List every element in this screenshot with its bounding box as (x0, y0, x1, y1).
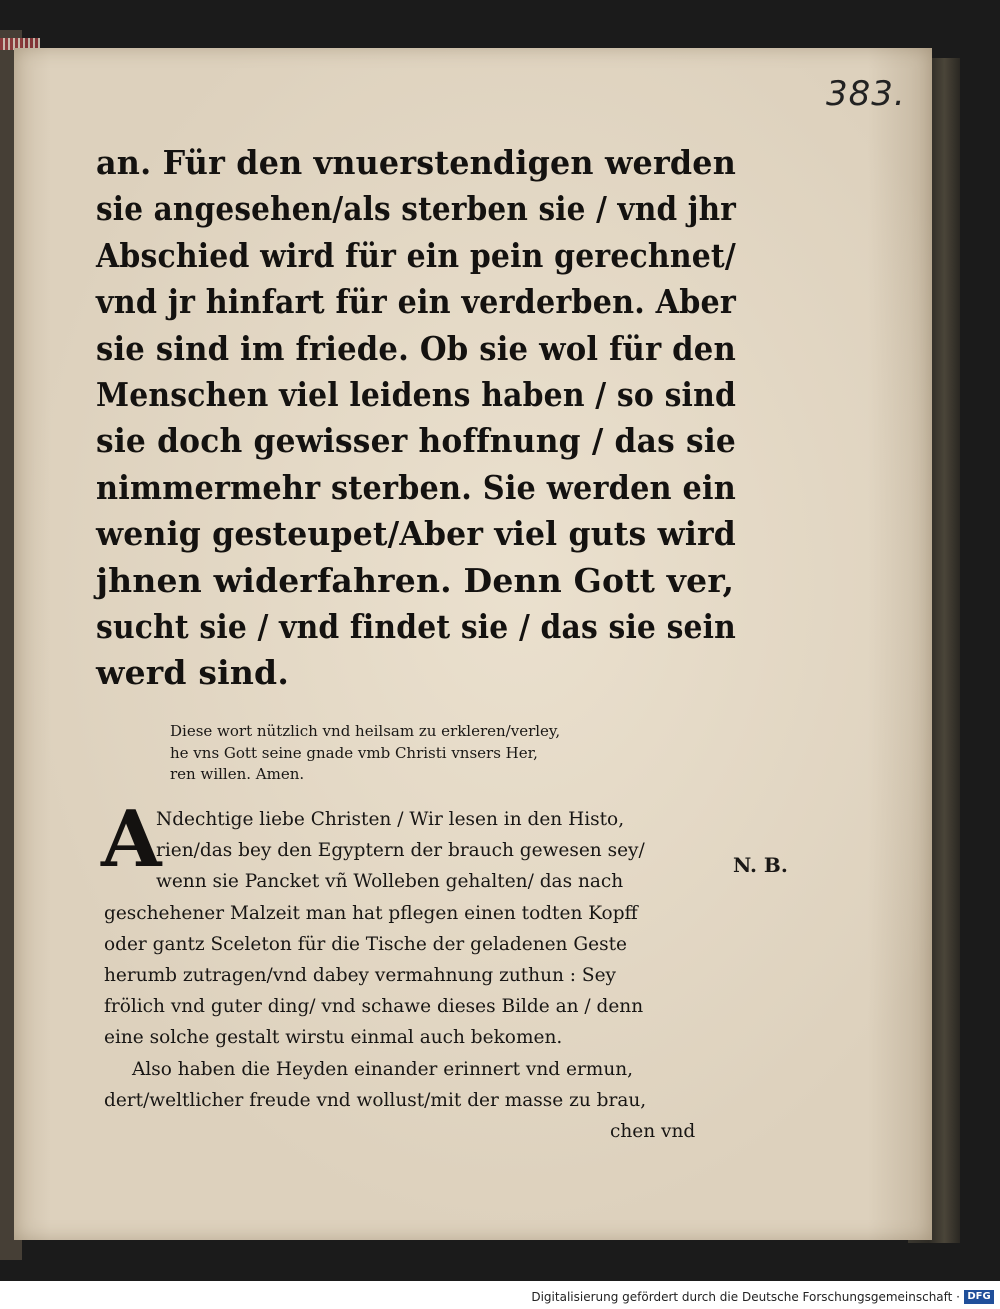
body-line: chen vnd (610, 1121, 696, 1143)
text-line: sie angesehen/als sterben sie / vnd jhr (96, 189, 736, 229)
text-line: sucht sie / vnd findet sie / das sie sein (96, 607, 736, 647)
sermon-body-block (104, 804, 695, 1147)
body-line: frölich vnd guter ding/ vnd schawe dieses Bilde an / denn (104, 996, 644, 1018)
text-line: sie sind im friede. Ob sie wol für den (96, 328, 736, 368)
prayer-line: he vns Gott seine gnade vmb Christi vnsers Her, (170, 743, 538, 762)
text-line: an. Für den vnuerstendigen werden (96, 143, 737, 182)
folio-number: 383. (826, 74, 906, 114)
body-line: geschehener Malzeit man hat pflegen einen todten Kopff (104, 902, 638, 924)
body-line: rien/das bey den Egyptern der brauch gewesen sey/ (156, 840, 645, 862)
prayer-block (170, 721, 560, 786)
prayer-line: Diese wort nützlich vnd heilsam zu erkleren/verley, (170, 722, 561, 740)
text-line: nimmermehr sterben. Sie werden ein (96, 467, 736, 507)
body-line: herumb zutragen/vnd dabey vermahnung zuthun : Sey (104, 965, 616, 987)
decorated-initial: A (101, 794, 162, 885)
dfg-logo: DFG (964, 1290, 994, 1304)
body-line: Ndechtige liebe Christen / Wir lesen in den Histo, (156, 809, 625, 830)
body-line: wenn sie Pancket vñ Wolleben gehalten/ das nach (156, 871, 624, 893)
main-text-block (96, 140, 811, 697)
text-line: jhnen widerfahren. Denn Gott ver, (96, 560, 735, 600)
text-line: vnd jr hinfart für ein verderben. Aber (96, 282, 737, 322)
text-line: sie doch gewisser hoffnung / das sie (96, 421, 737, 461)
body-line: eine solche gestalt wirstu einmal auch bekomen. (104, 1027, 563, 1049)
text-line: Menschen viel leidens haben / so sind (96, 375, 736, 415)
body-line: dert/weltlicher freude vnd wollust/mit der masse zu brau, (104, 1089, 647, 1111)
text-line: wenig gesteupet/Aber viel guts wird (96, 514, 737, 554)
prayer-line: ren willen. Amen. (170, 765, 305, 783)
footer-bar (0, 1281, 1000, 1309)
body-line: Also haben die Heyden einander erinnert vnd ermun, (132, 1058, 634, 1080)
funding-credit: Digitalisierung gefördert durch die Deutsche Forschungsgemeinschaft · (531, 1290, 960, 1304)
margin-note: N. B. (733, 853, 788, 877)
body-line: oder gantz Sceleton für die Tische der geladenen Geste (104, 933, 627, 955)
text-line: werd sind. (96, 653, 290, 693)
text-line: Abschied wird für ein pein gerechnet/ (96, 235, 737, 275)
